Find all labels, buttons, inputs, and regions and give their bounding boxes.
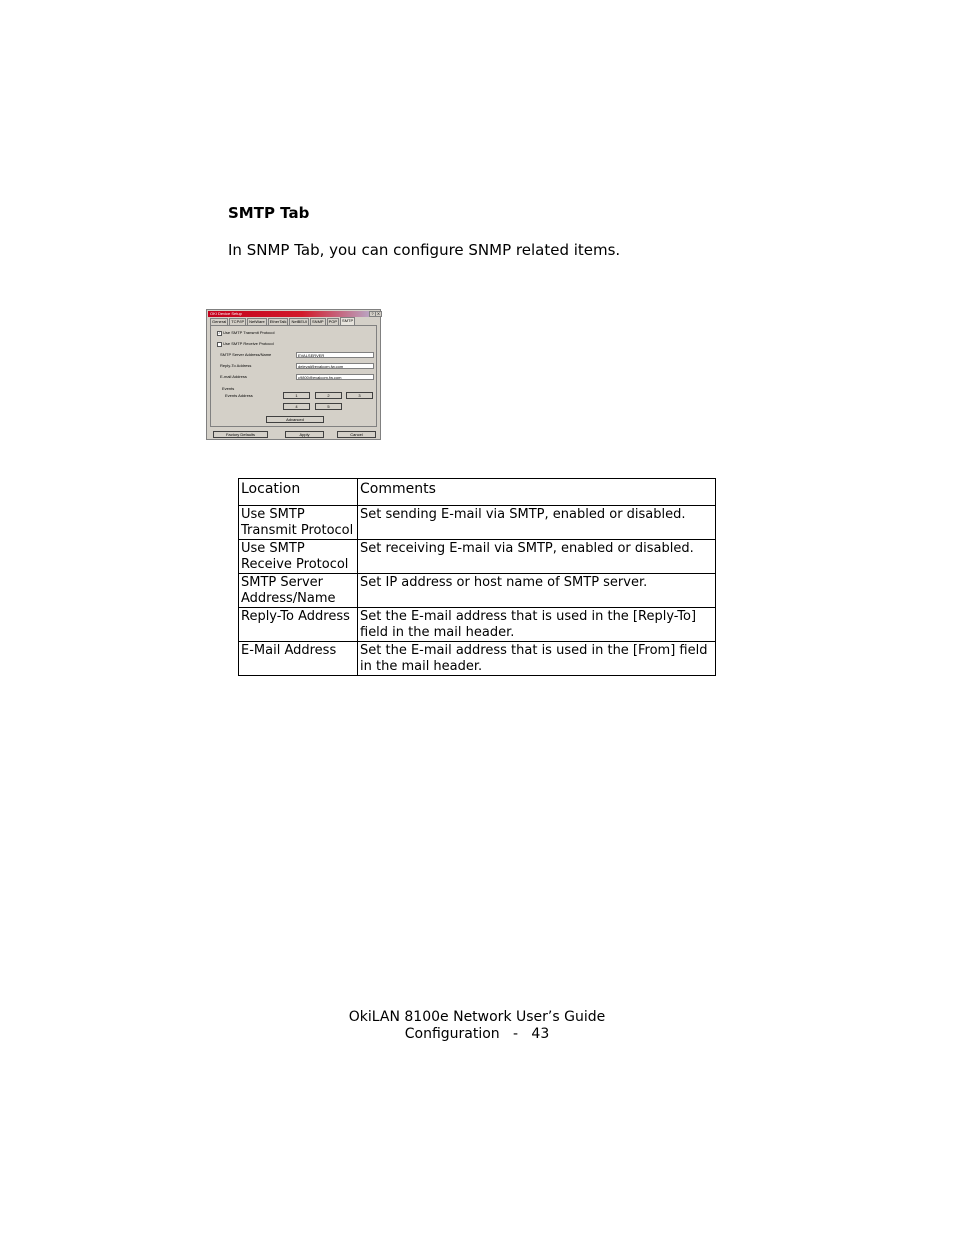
email-label: E-mail Address [220,374,247,379]
tab-ethertalk[interactable]: EtherTalk [269,319,287,324]
comment-cell: Set receiving E-mail via SMTP, enabled or disabled. [358,540,716,574]
event-4-button[interactable]: 4 [283,403,310,410]
tab-snmp[interactable]: SNMP [312,319,324,324]
server-input[interactable]: EVALSERVER [296,352,374,358]
tab-strip [210,318,356,325]
footer-page-number: Configuration - 43 [404,1026,550,1042]
events-address-label: Events Address [225,393,253,398]
email-input[interactable]: c9800@evalcom.fw.com [296,374,374,380]
tab-netware[interactable]: NetWare [249,319,265,324]
tab-pop[interactable]: POP [328,319,338,324]
tab-smtp[interactable]: SMTP [342,318,354,323]
table-row [239,608,716,642]
event-2-button[interactable]: 2 [315,392,342,399]
reply-to-input[interactable]: deleval@evalcom.fw.com [296,363,374,369]
server-label: SMTP Server Address/Name [220,352,272,357]
dialog-title: OKI Device Setup [208,311,379,317]
footer-title: OkiLAN 8100e Network User’s Guide [348,1009,606,1025]
tab-netbeui[interactable]: NetBEUI [291,319,308,324]
location-cell: Use SMTP Receive Protocol [239,540,358,574]
factory-defaults-button[interactable]: Factory Defaults [213,431,268,438]
use-receive-label: Use SMTP Receive Protocol [223,341,274,346]
event-5-button[interactable]: 5 [315,403,342,410]
location-cell: Reply-To Address [239,608,358,642]
settings-table [238,478,716,676]
table-row [239,574,716,608]
smtp-panel [210,325,377,427]
location-cell: Use SMTP Transmit Protocol [239,506,358,540]
tab-tcpip[interactable]: TCP/IP [231,319,245,324]
location-cell: E-Mail Address [239,642,358,676]
tab-general[interactable]: General [212,319,227,324]
advanced-button[interactable]: Advanced [266,416,324,423]
location-cell: SMTP Server Address/Name [239,574,358,608]
table-row [239,642,716,676]
use-transmit-label: Use SMTP Transmit Protocol [223,330,275,335]
table-header-row [239,479,716,506]
comment-cell: Set the E-mail address that is used in the [Reply-To] field in the mail header. [358,608,716,642]
event-1-button[interactable]: 1 [283,392,310,399]
device-setup-dialog [206,309,381,440]
header-comments: Comments [358,479,716,506]
help-button[interactable]: ? [369,311,376,317]
comment-cell: Set sending E-mail via SMTP, enabled or disabled. [358,506,716,540]
reply-to-label: Reply-To Address [220,363,252,368]
close-button[interactable]: X [375,311,382,317]
intro-text: In SNMP Tab, you can configure SNMP related items. [228,241,621,259]
use-receive-checkbox[interactable] [217,342,222,347]
events-label: Events [222,386,235,391]
table-row [239,540,716,574]
event-3-button[interactable]: 3 [346,392,373,399]
header-location: Location [239,479,358,506]
apply-button[interactable]: Apply [285,431,324,438]
use-transmit-checkbox[interactable]: ✓ [218,331,221,335]
cancel-button[interactable]: Cancel [337,431,376,438]
comment-cell: Set IP address or host name of SMTP server. [358,574,716,608]
section-heading: SMTP Tab [228,204,310,222]
table-row [239,506,716,540]
comment-cell: Set the E-mail address that is used in the [From] field in the mail header. [358,642,716,676]
